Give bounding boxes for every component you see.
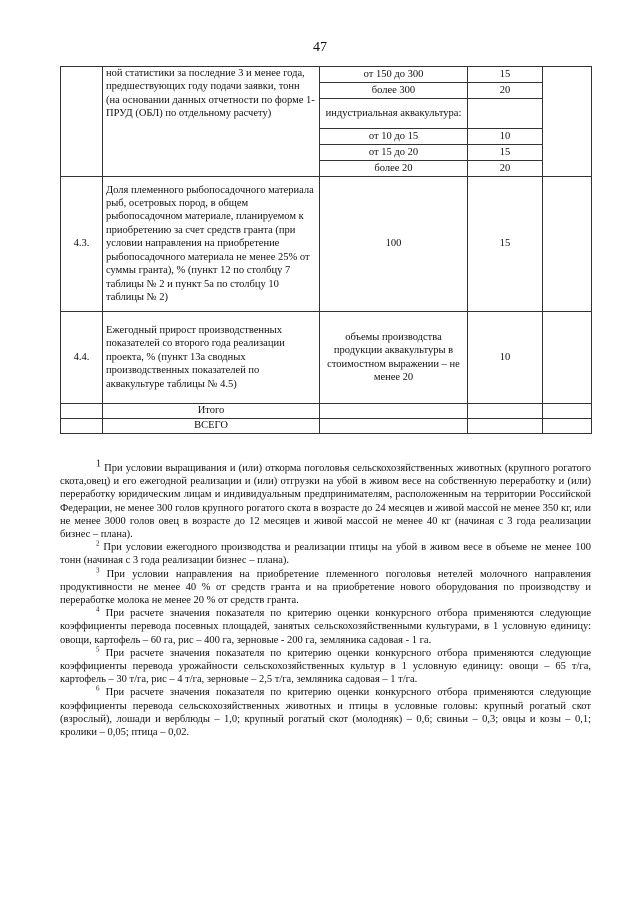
footnotes (60, 458, 592, 739)
footnote-mark: 2 (96, 539, 100, 548)
footnote-text: При условии выращивания и (или) откорма поголовья сельскохозяйственных животных (крупного рогатого скота,овец) и его ежегодной реализации и (или) отгрузки на убой в живом весе на собственную переработку и (или) переработку юридическим лицам и индивидуальным предпринимателям, расположенным на территории Российской Федерации, не менее 300 голов крупного рогатого скота в возрасте до 24 месяцев и живой массой не менее 350 кг, или не менее 3000 голов овец в возрасте до 12 месяцев и живой массой не менее 40 кг (начиная с 3 года реализации бизнес – плана). (60, 463, 591, 541)
footnote-text: При расчете значения показателя по критерию оценки конкурсного отбора применяются следующие коэффициенты перевода урожайности сельскохозяйственных культур в 1 условную единицу: овощи – 65 т/га, картофель – 30 т/га, рис – 4 т/га, зерновые – 2,5 т/га, земляника садовая – 1 т/га. (60, 647, 592, 686)
footnote (60, 541, 591, 567)
criterion-cell: Доля племенного рыбопосадочного материала рыб, осетровых пород, в общем рыбопосадочном материале, планируемом к приобретению за счет средств гранта (при условии направления на приобретение рыбопосадочного материала не менее 25% от суммы гранта), % (пункт 12 по столбцу 7 таблицы № 2 и пункт 5а по столбцу 10 таблицы № 2) (103, 177, 320, 312)
condition-cell: от 10 до 15 (320, 129, 468, 145)
points-cell: 15 (468, 67, 543, 83)
number-cell (61, 67, 103, 177)
condition-cell: от 15 до 20 (320, 145, 468, 161)
table-row (61, 67, 592, 83)
total-label: Итого (103, 404, 320, 419)
footnote-text: При условии ежегодного производства и реализации птицы на убой в живом весе в объеме не менее 100 тонн (начиная с 3 года реализации бизнес – плана). (60, 542, 592, 567)
grand-total-label: ВСЕГО (103, 419, 320, 434)
points-cell: 10 (468, 129, 543, 145)
footnote (60, 647, 591, 687)
condition-cell: 100 (320, 177, 468, 312)
footnote-mark: 6 (96, 684, 100, 693)
table-row (61, 404, 592, 419)
condition-cell: более 20 (320, 161, 468, 177)
points-cell: 15 (468, 177, 543, 312)
footnote-text: При расчете значения показателя по критерию оценки конкурсного отбора применяются следующие коэффициенты перевода посевных площадей, занятых сельскохозяйственными культурами, в 1 условную единицу: овощи, картофель – 60 га, рис – 400 га, зерновые - 200 га, земляника садовая - 1 га. (60, 608, 592, 646)
page-number: 47 (313, 40, 327, 55)
number-cell: 4.4. (61, 312, 103, 404)
footnote-mark: 1 (96, 458, 101, 470)
footnote (60, 458, 591, 541)
condition-cell: более 300 (320, 83, 468, 99)
points-cell: 10 (468, 312, 543, 404)
footnote (60, 568, 591, 608)
number-cell: 4.3. (61, 177, 103, 312)
points-cell: 15 (468, 145, 543, 161)
table-row (61, 419, 592, 434)
criterion-cell: ной статистики за последние 3 и менее года, предшествующих году подачи заявки, тонн (на основании данных отчетности по форме 1-ПРУД (ОБЛ) по отдельному расчету) (103, 67, 320, 177)
score-cell (543, 177, 592, 312)
footnote (60, 686, 591, 739)
footnote-mark: 5 (96, 645, 100, 654)
footnote-mark: 3 (96, 566, 100, 575)
points-cell: 20 (468, 83, 543, 99)
condition-cell: объемы производства продукции аквакультуры в стоимостном выражении – не менее 20 (320, 312, 468, 404)
criterion-cell: Ежегодный прирост производственных показателей со второго года реализации проекта, % (пункт 13а сводных производственных показателей по аквакультуре таблицы № 4.5) (103, 312, 320, 404)
score-cell (543, 67, 592, 177)
table-row (61, 177, 592, 312)
score-cell (543, 312, 592, 404)
condition-cell: от 150 до 300 (320, 67, 468, 83)
points-cell (468, 99, 543, 129)
table-row (61, 312, 592, 404)
points-cell: 20 (468, 161, 543, 177)
footnote-text: При расчете значения показателя по критерию оценки конкурсного отбора применяются следующие коэффициенты перевода сельскохозяйственных животных и птицы в условные головы: крупный рогатый скот (взрослый), лошади и верблюды – 1,0; крупный рогатый скот (молодняк) – 0,6; свиньи – 0,3; овцы и козы – 0,1; кролики – 0,05; птица – 0,02. (60, 687, 592, 739)
condition-cell: индустриальная аквакультура: (320, 99, 468, 129)
footnote-mark: 4 (96, 605, 100, 614)
footnote-text: При условии направления на приобретение племенного поголовья нетелей молочного направления продуктивности не менее 40 % от средств гранта и на приобретение нового оборудования по производству и переработке молока не менее 20 % от средств гранта. (60, 568, 591, 607)
footnote (60, 607, 591, 647)
criteria-table (60, 66, 592, 434)
